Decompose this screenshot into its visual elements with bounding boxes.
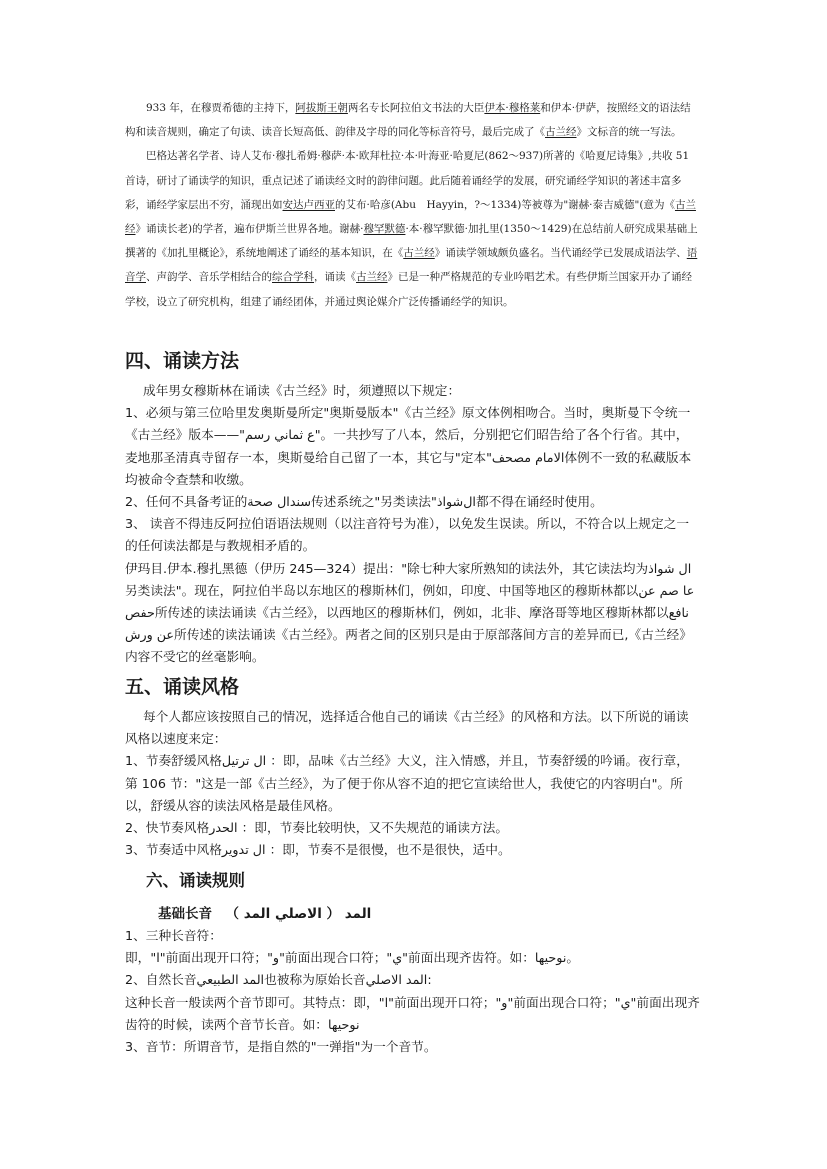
section-5-intro: 每个人都应该按照自己的情况，选择适合他自己的诵读《古兰经》的风格和方法。以下所说的诵读风格以速度来定： <box>125 709 689 747</box>
text-run: 两名专长阿拉伯文书法的大臣 <box>347 102 485 114</box>
intro-paragraph-2 <box>125 144 701 313</box>
rule-2 <box>125 491 701 513</box>
link-muhammad[interactable]: 穆罕默德 <box>363 223 406 236</box>
rule-line-2 <box>125 947 701 969</box>
text-run: 2、自然长音 <box>125 972 197 988</box>
arabic-term: عا صم عن حفص <box>125 582 695 621</box>
link-phonetics[interactable]: 语音学 <box>125 247 698 284</box>
arabic-term: شواذ <box>436 494 464 510</box>
section-4-body <box>125 380 701 669</box>
rule-line-1: 1、三种长音符： <box>125 928 222 943</box>
text-run: 》诵读长老)的学者，遍布伊斯兰世界各地。谢赫· <box>135 223 364 236</box>
section-4-intro: 成年男女穆斯林在诵读《古兰经》时，须遵照以下规定： <box>143 383 461 398</box>
text-run: 巴格达著名学者、诗人艾布·穆扎希姆·穆萨·本·欧拜杜拉·本·叶海亚·哈夏尼(862～937)所著的《哈夏尼诗集》,共收 51 首诗，研讨了诵读学的知识，重点记述了诵读经文时的韵律问题。此后随着诵经学的发展，研究诵经学知识的著述丰富多彩，诵经学家层出不穷，涌现出如 <box>125 150 690 211</box>
arabic-term: المد （ الاصلي المد ） <box>225 906 372 922</box>
text-run: ال都不得在诵经时使用。 <box>463 494 603 510</box>
section-6-heading: 六、诵读规则 <box>146 871 245 890</box>
subsection-heading <box>158 903 371 925</box>
text-run: 》已是一种严格规范的专业吟唱艺术。有些伊斯兰国家开办了诵经学校，设立了研究机构，组建了诵经团体，并通过舆论媒介广泛传播诵经学的知识。 <box>125 271 692 308</box>
text-run: 即，"ا"前面出现开口符；"و"前面出现合口符；"ي"前面出现齐齿符。如： <box>125 950 535 966</box>
text-run: ال ：即，节奏不是很慢，也不是很快，适中。 <box>248 842 511 858</box>
intro-paragraph-1 <box>125 96 701 144</box>
style-1 <box>125 750 701 817</box>
link-quran[interactable]: 古兰经 <box>356 271 388 284</box>
text-run: ，诵读《 <box>314 271 356 284</box>
section-5-heading: 五、诵读风格 <box>125 676 240 698</box>
link-andalusia[interactable]: 安达卢西亚 <box>282 198 335 211</box>
rule-line-3 <box>125 969 701 991</box>
text-run: 所传述的读法诵读《古兰经》，以西地区的穆斯林们，例如，北非、摩洛哥等地区穆斯林都以 <box>154 605 669 621</box>
text-run: 体例不一致的私藏版本均被命令查禁和收缴。 <box>125 449 692 487</box>
text-run: 、声韵学、音乐学相结合的 <box>146 271 272 284</box>
rule-line-5: 3、音节：所谓音节，是指自然的"一弹指"为一个音节。 <box>125 1039 437 1055</box>
text-run: 也被称为原始长音 <box>264 972 366 988</box>
text-run: 1、节奏舒缓风格 <box>125 753 222 769</box>
link-ibn-muqla[interactable]: 伊本·穆格莱 <box>484 102 541 114</box>
section-4-heading: 四、诵读方法 <box>125 350 240 372</box>
text-run: 基础长音 <box>158 906 212 922</box>
text-run: : <box>427 972 432 988</box>
rule-1 <box>125 402 701 491</box>
arabic-term: الحدر <box>209 820 238 836</box>
text-run: ال ：即，品味《古兰经》大义，注入情感，并且，节奏舒缓的吟诵。夜行章，第 106 节："这是一部《古兰经》，为了便于你从容不迫的把它宣读给世人，我使它的内容明白"。所以，舒缓从容的读法风格是最佳风格。 <box>125 753 689 813</box>
arabic-term: صحة <box>247 494 274 510</box>
text-run: 》文标音的统一写法。 <box>576 126 682 139</box>
arabic-term: المد الاصلي <box>365 972 428 988</box>
text-run: 所传述的读法诵读《古兰经》。两者之间的区别只是由于原部落间方言的差异而已,《古兰经》内容不受它的丝毫影响。 <box>125 627 692 665</box>
text-run: 伊玛目.伊本.穆扎黑德（伊历 245—324）提出："除七种大家所熟知的读法外，其它读法均为 <box>125 560 649 576</box>
text-run: 这种长音一般读两个音节即可。其特点：即，"ا"前面出现开口符；"و"前面出现合口符；"ي"前面出现齐齿符的时候，读两个音节长音。如： <box>125 994 700 1032</box>
text-run: 传述系统之"另类读法" <box>310 494 437 510</box>
link-abbasid[interactable]: 阿拔斯王朝 <box>295 102 348 114</box>
section-6-body <box>125 925 701 1058</box>
text-run: 1、必须与第三位哈里发奥斯曼所定"奥斯曼版本"《古兰经》原文体例相吻合。当时，奥斯曼下令统一《古兰经》版本——" <box>125 405 691 443</box>
text-run: 933 年，在穆贾希德的主持下， <box>146 102 296 114</box>
text-run: 3、节奏适中风格 <box>125 842 222 858</box>
link-quran[interactable]: 古兰经 <box>125 198 696 236</box>
text-run: 2、任何不具备考证的 <box>125 494 248 510</box>
text-run: ال 另类读法"。现在，阿拉伯半岛以东地区的穆斯林们，例如，印度、中国等地区的穆斯林都以 <box>125 560 692 598</box>
text-run: 。 <box>566 950 580 966</box>
arabic-term: ع ثماني رسم <box>245 427 315 443</box>
section-4-paragraph <box>125 558 701 669</box>
section-5-body <box>125 706 701 861</box>
style-3 <box>125 839 701 861</box>
text-run: "。一共抄写了八本，然后，分别把它们昭告给了各个行省。其中，麦地那圣清真寺留存一本，奥斯曼给自己留了一本，其它与"定本" <box>125 427 689 465</box>
arabic-term: تدوير <box>221 842 249 858</box>
arabic-term: سند <box>289 494 311 510</box>
arabic-term: المد الطبيعي <box>196 972 265 988</box>
intro-section <box>125 96 701 314</box>
text-run: ：即，节奏比较明快，又不失规范的诵读方法。 <box>237 820 509 836</box>
rule-line-4 <box>125 992 701 1036</box>
text-run: 2、快节奏风格 <box>125 820 210 836</box>
arabic-term: نافع عن ورش <box>125 605 689 643</box>
text-run: ال <box>277 494 290 510</box>
arabic-term: شواذ <box>648 560 675 576</box>
link-interdisciplinary[interactable]: 综合学科 <box>272 271 314 284</box>
style-2 <box>125 817 701 839</box>
text-run: 和伊本·伊萨，按照经文的语法结构和读音规则，确定了句读、读音长短高低、韵律及字母的同化等标音符号，最后完成了《 <box>125 102 691 139</box>
arabic-term: ترتيل <box>221 753 250 769</box>
text-run: ·本·穆罕默德·加扎里(1350～1429)在总结前人研究成果基础上撰著的《加扎里概论》，系统地阐述了诵经的基本知识，在《 <box>125 223 698 260</box>
text-run: 》诵读学领域颇负盛名。当代诵经学已发展成语法学、 <box>434 247 687 260</box>
text-run: 的艾布·哈彦(Abu Hayyin，?～1334)等被尊为"谢赫·泰吉威德"(意为《 <box>335 198 675 211</box>
link-quran[interactable]: 古兰经 <box>403 247 435 260</box>
arabic-term: نوحيها <box>328 1016 360 1032</box>
arabic-term: الامام مصحف <box>491 449 565 465</box>
arabic-term: نوحيها <box>534 950 567 966</box>
rule-3: 3、 读音不得违反阿拉伯语语法规则（以注音符号为准），以免发生误读。所以，不符合以上规定之一的任何读法都是与教规相矛盾的。 <box>125 516 690 554</box>
link-quran[interactable]: 古兰经 <box>545 126 577 139</box>
